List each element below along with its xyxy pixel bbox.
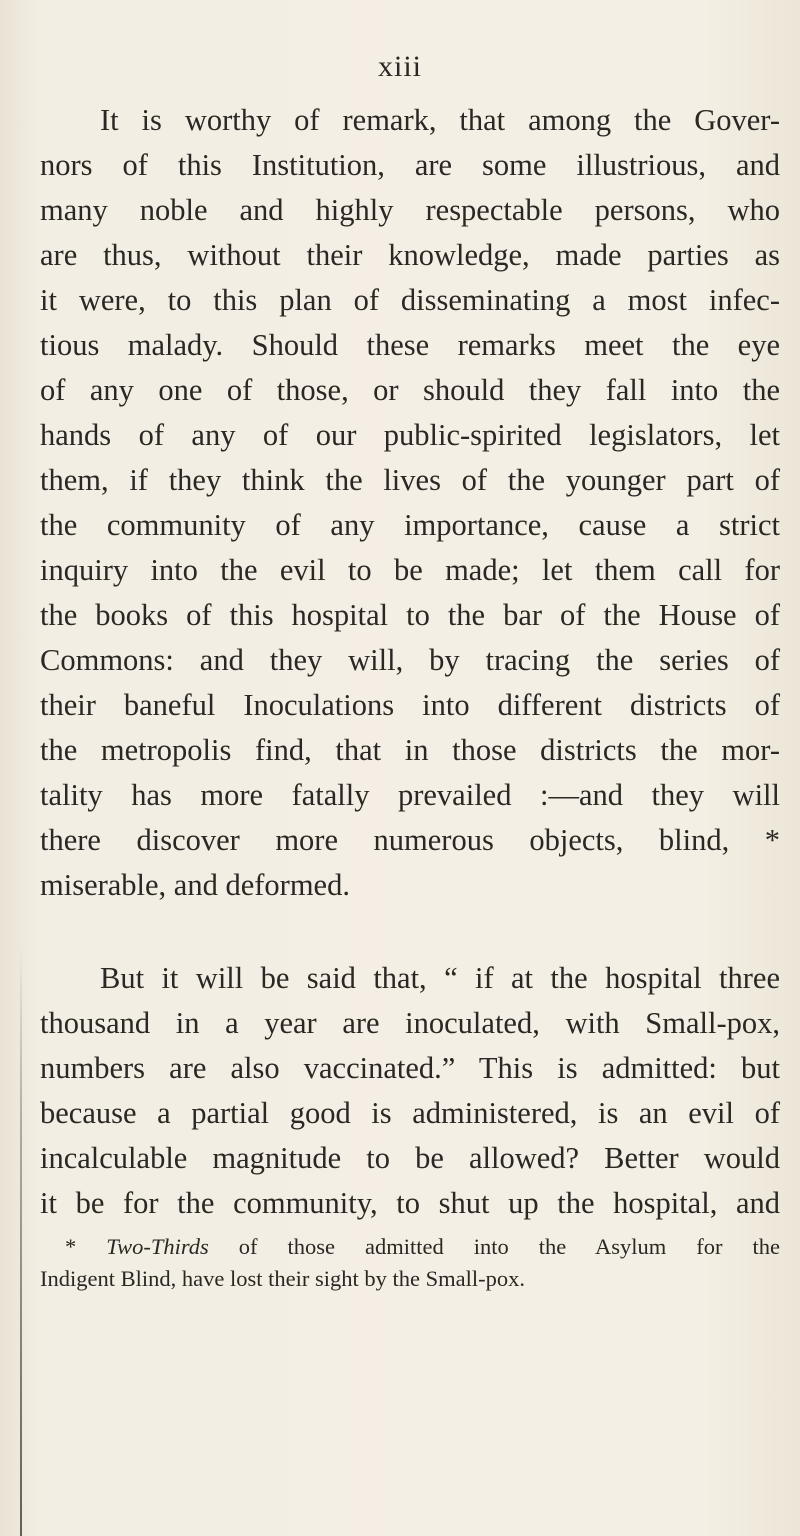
footnote-line: * Two-Thirds of those admitted into the Asylum for the — [65, 1234, 780, 1259]
text-line: the books of this hospital to the bar of the House of — [40, 598, 780, 632]
text-line: the community of any importance, cause a strict — [40, 508, 780, 542]
binding-edge-shadow — [20, 950, 22, 1536]
text-line: tality has more fatally prevailed :—and they will — [40, 778, 780, 812]
text-line: tious malady. Should these remarks meet the eye — [40, 328, 780, 362]
text-line: it were, to this plan of disseminating a most infec- — [40, 283, 780, 317]
text-line: nors of this Institution, are some illustrious, and — [40, 148, 780, 182]
text-line: thousand in a year are inoculated, with Small-pox, — [40, 1006, 780, 1040]
text-line: numbers are also vaccinated.” This is admitted: but — [40, 1051, 780, 1085]
page-number: xiii — [377, 50, 422, 83]
text-line: incalculable magnitude to be allowed? Better would — [40, 1141, 780, 1175]
text-line: miserable, and deformed. — [40, 868, 350, 902]
text-line: of any one of those, or should they fall into the — [40, 373, 780, 407]
text-line: their baneful Inoculations into different districts of — [40, 688, 780, 722]
text-line: Commons: and they will, by tracing the series of — [40, 643, 780, 677]
text-line: It is worthy of remark, that among the Gover- — [100, 103, 780, 137]
text-line: hands of any of our public-spirited legislators, let — [40, 418, 780, 452]
text-line: many noble and highly respectable persons, who — [40, 193, 780, 227]
text-line: inquiry into the evil to be made; let them call for — [40, 553, 780, 587]
text-line: are thus, without their knowledge, made parties as — [40, 238, 780, 272]
text-line: But it will be said that, “ if at the hospital three — [100, 961, 780, 995]
footnote-line: Indigent Blind, have lost their sight by the Small-pox. — [40, 1266, 525, 1291]
text-line: because a partial good is administered, is an evil of — [40, 1096, 780, 1130]
text-line: the metropolis find, that in those districts the mor- — [40, 733, 780, 767]
text-line: it be for the community, to shut up the hospital, and — [40, 1186, 780, 1220]
text-line: them, if they think the lives of the younger part of — [40, 463, 780, 497]
text-line: there discover more numerous objects, blind, * — [40, 823, 780, 857]
